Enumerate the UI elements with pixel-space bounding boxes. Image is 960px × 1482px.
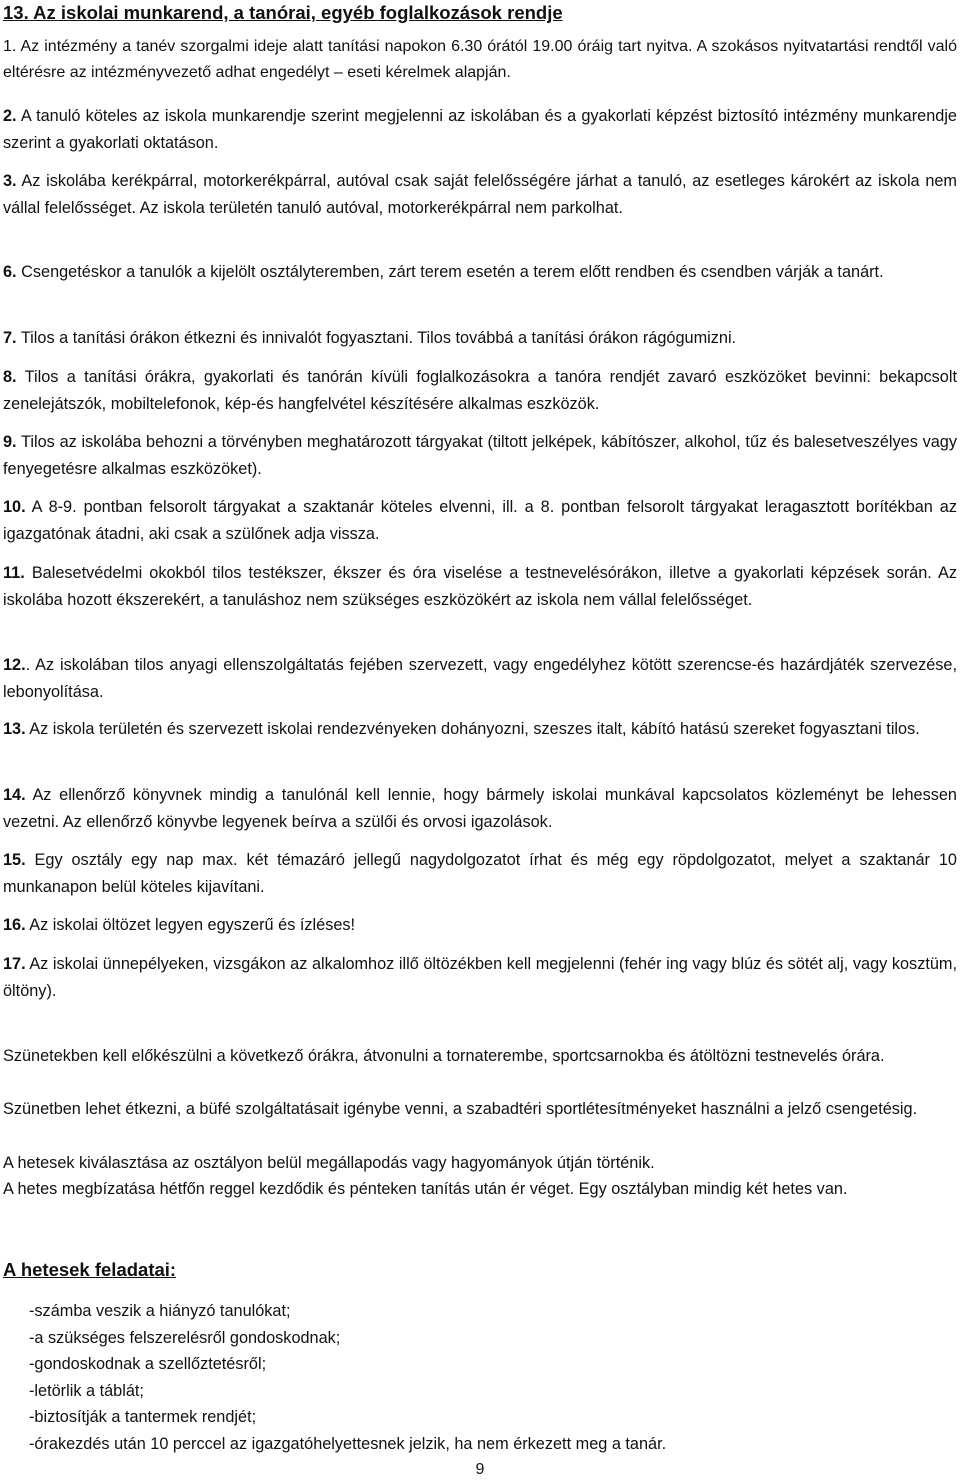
rule-number: 14. <box>3 786 26 804</box>
rule-text: 1. Az intézmény a tanév szorgalmi ideje alatt tanítási napokon 6.30 órától 19.00 óráig tart nyitva. A szokásos nyitvatartási rendtől való eltérésre az intézményvezető adhat engedélyt – eseti kérelmek alapján. <box>3 38 957 81</box>
rule-item-9 <box>3 429 957 482</box>
rule-text: Az iskola területén és szervezett iskolai rendezvényeken dohányozni, szeszes italt, kábító hatású szereket fogyasztani tilos. <box>25 720 920 738</box>
rule-text: Tilos a tanítási órákon étkezni és innivalót fogyasztani. Tilos továbbá a tanítási órákon rágógumizni. <box>16 329 737 347</box>
rule-item-10 <box>3 494 957 547</box>
note-weekly-selection: A hetesek kiválasztása az osztályon belül megállapodás vagy hagyományok útján történik. <box>3 1154 655 1172</box>
rule-number: 3. <box>3 172 17 190</box>
rule-item-3 <box>3 168 957 221</box>
rule-number: 16. <box>3 916 26 934</box>
rule-item-15 <box>3 847 957 900</box>
rule-number: 7. <box>3 329 17 347</box>
rule-number: 2. <box>3 107 17 125</box>
rule-item-17 <box>3 951 957 1004</box>
note-breaks-eating: Szünetben lehet étkezni, a büfé szolgáltatásait igénybe venni, a szabadtéri sportlétesítményeket használni a jelző csengetésig. <box>3 1100 918 1118</box>
rule-number: 13. <box>3 720 26 738</box>
duties-heading: A hetesek feladatai: <box>3 1259 177 1280</box>
rule-item-14 <box>3 782 957 835</box>
list-item: -letörlik a táblát; <box>29 1381 144 1400</box>
rule-text: Tilos a tanítási órákra, gyakorlati és tanórán kívüli foglalkozásokra a tanóra rendjét zavaró eszközöket bevinni: bekapcsolt zenelejátszók, mobiltelefonok, kép-és hangfelvétel készítésére alkalmas eszközök. <box>3 368 957 413</box>
rule-text: A 8-9. pontban felsorolt tárgyakat a szaktanár köteles elvenni, ill. a 8. pontban felsorolt tárgyakat leragasztott borítékban az igazgatónak átadni, aki csak a szülőnek adja vissza. <box>3 498 957 543</box>
list-item: -számba veszik a hiányzó tanulókat; <box>29 1302 291 1320</box>
list-item: -órakezdés után 10 perccel az igazgatóhelyettesnek jelzik, ha nem érkezett meg a tanár. <box>29 1434 667 1453</box>
rule-text: . Az iskolában tilos anyagi ellenszolgáltatás fejében szervezett, vagy engedélyhez kötött szerencse-és hazárdjáték szervezése, lebonyolítása. <box>3 656 957 701</box>
rule-number: 10. <box>3 498 26 516</box>
rule-text: A tanuló köteles az iskola munkarendje szerint megjelenni az iskolában és a gyakorlati képzést biztosító intézmény munkarendje szerint a gyakorlati oktatáson. <box>3 107 957 152</box>
rule-number: 17. <box>3 955 26 973</box>
rule-item-8 <box>3 364 957 417</box>
note-breaks-preparation: Szünetekben kell előkészülni a következő órákra, átvonulni a tornaterembe, sportcsarnokba és átöltözni testnevelés órára. <box>3 1047 885 1065</box>
rule-item-2 <box>3 103 957 156</box>
rule-number: 11. <box>3 564 25 582</box>
rule-text: Az iskolai öltözet legyen egyszerű és ízléses! <box>25 916 356 934</box>
rule-item-13 <box>3 716 957 743</box>
rule-item-12 <box>3 652 957 705</box>
rule-item-6 <box>3 259 957 286</box>
rule-number: 15. <box>3 851 26 869</box>
rule-text: Tilos az iskolába behozni a törvényben meghatározott tárgyakat (tiltott jelképek, kábítószer, alkohol, tűz és balesetveszélyes vagy fenyegetésre alkalmas eszközöket). <box>3 433 957 478</box>
rule-item-11 <box>3 560 957 613</box>
rule-text: Csengetéskor a tanulók a kijelölt osztályteremben, zárt terem esetén a terem előtt rendben és csendben várják a tanárt. <box>16 263 884 281</box>
page-number: 9 <box>475 1461 485 1478</box>
rule-number: 12. <box>3 656 26 674</box>
list-item: -a szükséges felszerelésről gondoskodnak; <box>29 1328 341 1347</box>
duties-list <box>29 1298 666 1457</box>
list-item: -biztosítják a tantermek rendjét; <box>29 1408 257 1426</box>
rule-item-7 <box>3 325 957 352</box>
rule-text: Az ellenőrző könyvnek mindig a tanulónál kell lennie, hogy bármely iskolai munkával kapcsolatos közleményt be lehessen vezetni. Az ellenőrző könyvbe legyenek beírva a szülői és orvosi igazolások. <box>3 786 957 831</box>
rule-number: 8. <box>3 368 17 386</box>
rule-item-16 <box>3 912 957 939</box>
rule-item-1 <box>3 34 957 86</box>
rule-text: Az iskolába kerékpárral, motorkerékpárral, autóval csak saját felelősségére járhat a tanuló, az esetleges károkért az iskola nem vállal felelősséget. Az iskola területén tanuló autóval, motorkerékpárral nem parkolhat. <box>3 172 957 217</box>
rule-text: Az iskolai ünnepélyeken, vizsgákon az alkalomhoz illő öltözékben kell megjelenni (fehér ing vagy blúz és sötét alj, vagy kosztüm, öltöny). <box>3 955 957 1000</box>
note-weekly-duration: A hetes megbízatása hétfőn reggel kezdődik és pénteken tanítás után ér véget. Egy osztályban mindig két hetes van. <box>3 1180 848 1198</box>
list-item: -gondoskodnak a szellőztetésről; <box>29 1355 267 1373</box>
rule-text: Balesetvédelmi okokból tilos testékszer, ékszer és óra viselése a testnevelésórákon, illetve a gyakorlati képzések során. Az iskolába hozott ékszerekért, a tanuláshoz nem szükséges eszközökért az iskola nem vállal felelősséget. <box>3 564 957 609</box>
section-title: 13. Az iskolai munkarend, a tanórai, egyéb foglalkozások rendje <box>3 2 563 23</box>
rule-text: Egy osztály egy nap max. két témazáró jellegű nagydolgozatot írhat és még egy röpdolgozatot, melyet a szaktanár 10 munkanapon belül köteles kijavítani. <box>3 851 957 896</box>
rule-number: 9. <box>3 433 17 451</box>
rule-number: 6. <box>3 263 17 281</box>
